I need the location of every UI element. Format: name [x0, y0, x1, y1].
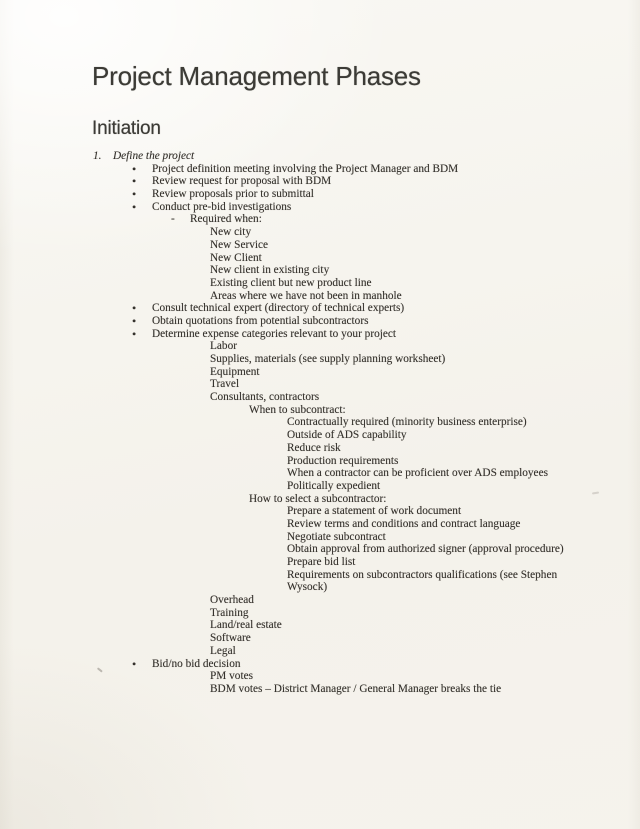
outline-item — [93, 607, 623, 620]
outline-item-text: Outside of ADS capability — [287, 429, 407, 442]
outline-item-text: Requirements on subcontractors qualifications (see Stephen — [287, 568, 558, 581]
outline-item-text: Required when: — [190, 213, 262, 226]
outline-item-text: PM votes — [210, 670, 253, 683]
outline-item-text: New client in existing city — [210, 264, 330, 277]
outline-item — [93, 531, 623, 544]
outline-item — [93, 442, 623, 455]
outline-item — [93, 670, 623, 683]
outline-item — [93, 163, 623, 176]
bullet-icon: • — [132, 656, 137, 671]
outline-item — [93, 594, 623, 607]
outline-item — [93, 264, 623, 277]
outline-item-text: Prepare a statement of work document — [287, 505, 462, 518]
outline-item — [93, 543, 623, 556]
outline-item — [93, 391, 623, 404]
outline — [93, 150, 623, 696]
section-heading: Initiation — [92, 118, 161, 139]
outline-item-text: When a contractor can be proficient over ADS employees — [287, 467, 548, 480]
outline-item — [93, 328, 623, 341]
outline-item — [93, 302, 623, 315]
outline-item-text: New Client — [210, 251, 262, 264]
outline-item — [93, 645, 623, 658]
outline-item-text: Conduct pre-bid investigations — [152, 200, 292, 213]
outline-item — [93, 315, 623, 328]
outline-item — [93, 353, 623, 366]
outline-item — [93, 493, 623, 506]
outline-item — [93, 378, 623, 391]
outline-item-text: Project definition meeting involving the Project Manager and BDM — [152, 162, 459, 175]
outline-item-text: Travel — [210, 378, 240, 391]
item-number-label: 1. — [93, 150, 102, 162]
outline-item-text: Reduce risk — [287, 441, 341, 454]
outline-item-text: Obtain approval from authorized signer (approval procedure) — [287, 543, 564, 556]
outline-item-text: Contractually required (minority business enterprise) — [287, 416, 527, 429]
page-title: Project Management Phases — [92, 61, 421, 91]
outline-item-text: Training — [210, 606, 249, 619]
outline-item — [93, 277, 623, 290]
outline-item-text: Existing client but new product line — [210, 276, 372, 289]
outline-item-text: Negotiate subcontract — [287, 530, 386, 543]
bullet-icon: • — [132, 187, 137, 202]
bullet-icon: • — [132, 174, 137, 189]
outline-item-text: Obtain quotations from potential subcontractors — [152, 314, 369, 327]
outline-item-text: Overhead — [210, 594, 254, 607]
outline-item-text: Labor — [210, 340, 237, 353]
outline-item — [93, 150, 623, 163]
outline-item — [93, 175, 623, 188]
outline-item-text: Define the project — [113, 150, 195, 162]
outline-item — [93, 252, 623, 265]
outline-item — [93, 556, 623, 569]
outline-item-text: Software — [210, 632, 251, 645]
bullet-icon: • — [132, 199, 137, 214]
outline-item — [93, 518, 623, 531]
outline-item — [93, 404, 623, 417]
outline-item — [93, 226, 623, 239]
outline-item-text: Consultants, contractors — [210, 391, 320, 404]
outline-item-text: Bid/no bid decision — [152, 657, 241, 670]
outline-item-text: Legal — [210, 644, 236, 657]
outline-item — [93, 455, 623, 468]
bullet-icon: • — [132, 326, 137, 341]
outline-item — [93, 188, 623, 201]
outline-item-text: Land/real estate — [210, 619, 282, 632]
outline-item-text: Areas where we have not been in manhole — [210, 289, 402, 302]
outline-item — [93, 632, 623, 645]
outline-item — [93, 581, 623, 594]
outline-item — [93, 416, 623, 429]
outline-item — [93, 683, 623, 696]
outline-item — [93, 340, 623, 353]
outline-item-text: Wysock) — [287, 581, 328, 594]
bullet-icon: • — [132, 313, 137, 328]
outline-item-text: Production requirements — [287, 454, 399, 467]
outline-item-text: Determine expense categories relevant to your project — [152, 327, 397, 340]
bullet-icon: • — [132, 301, 137, 316]
outline-item-text: New Service — [210, 238, 269, 251]
bullet-icon: • — [132, 161, 137, 176]
outline-item — [93, 569, 623, 582]
outline-item — [93, 480, 623, 493]
outline-item — [93, 505, 623, 518]
outline-item-text: Review request for proposal with BDM — [152, 175, 332, 188]
outline-item-text: Supplies, materials (see supply planning worksheet) — [210, 353, 446, 365]
outline-item-text: BDM votes – District Manager / General Manager breaks the tie — [210, 682, 502, 695]
outline-item-text: How to select a subcontractor: — [249, 492, 387, 505]
outline-item-text: When to subcontract: — [249, 403, 346, 416]
outline-item-text: Consult technical expert (directory of technical experts) — [152, 302, 405, 315]
outline-item-text: New city — [210, 226, 252, 239]
outline-item — [93, 467, 623, 480]
outline-item — [93, 366, 623, 379]
outline-item — [93, 239, 623, 252]
outline-item — [93, 201, 623, 214]
outline-item-text: Prepare bid list — [287, 556, 356, 568]
outline-item — [93, 290, 623, 303]
outline-item — [93, 429, 623, 442]
outline-item-text: Review terms and conditions and contract language — [287, 517, 521, 530]
outline-item — [93, 619, 623, 632]
outline-item-text: Politically expedient — [287, 479, 381, 492]
outline-item-text: Review proposals prior to submittal — [152, 188, 314, 201]
outline-item-text: Equipment — [210, 365, 260, 378]
outline-item — [93, 658, 623, 671]
dash-icon: - — [171, 213, 175, 226]
outline-item — [93, 213, 623, 226]
